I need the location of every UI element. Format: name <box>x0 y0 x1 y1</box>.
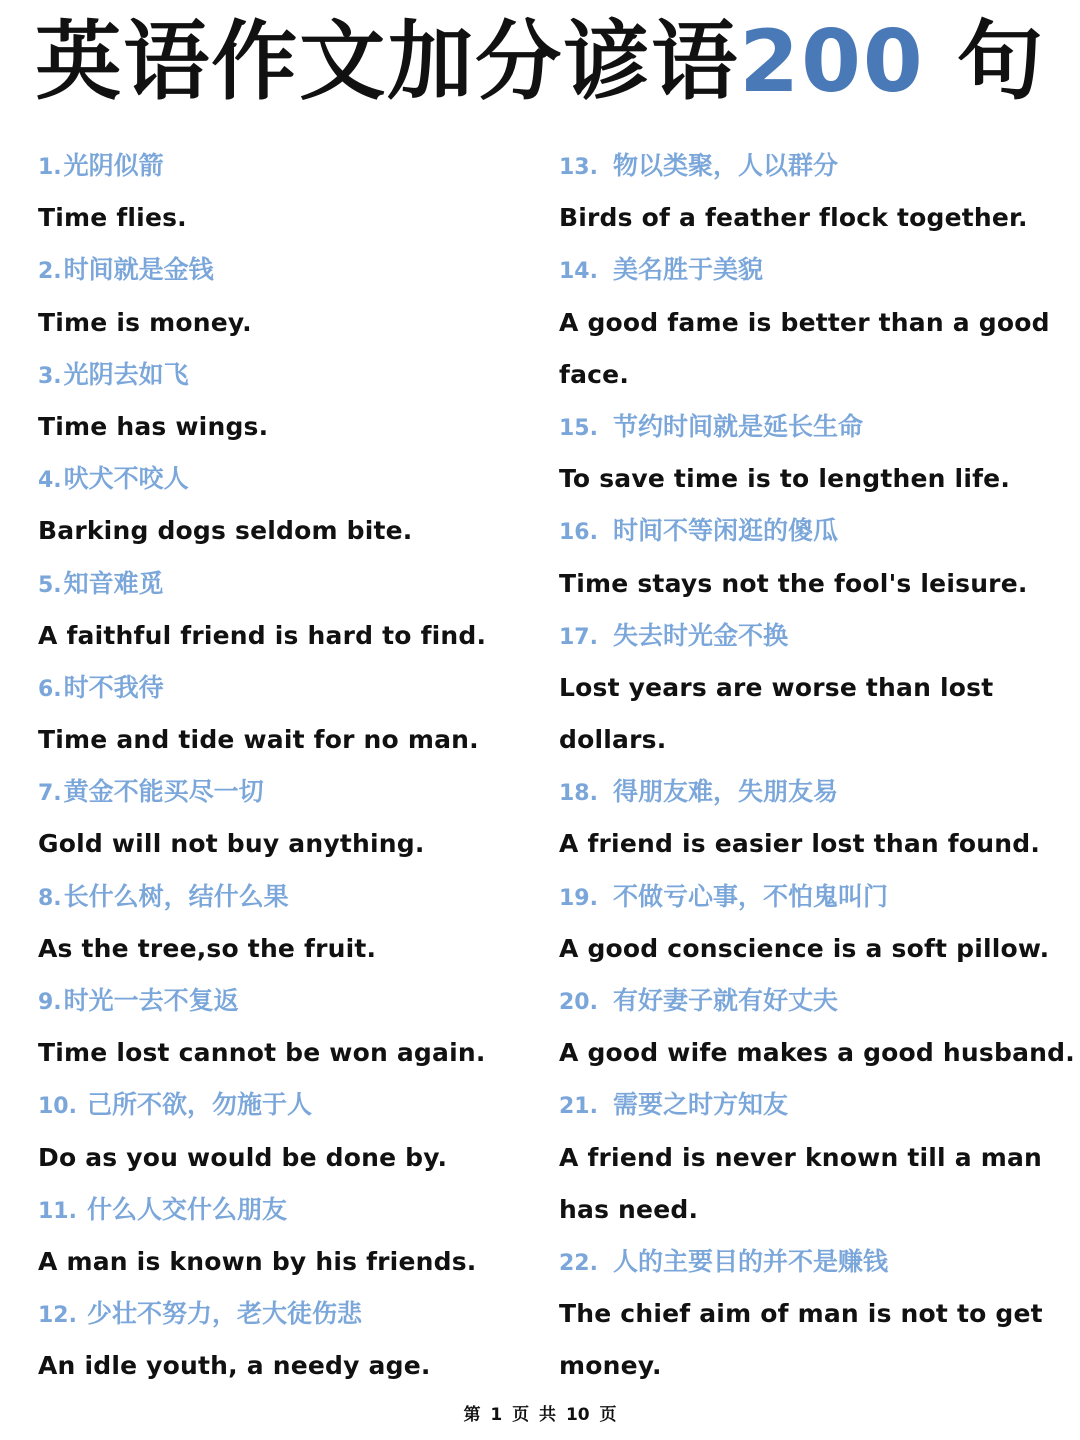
proverb-column-left <box>38 140 538 1393</box>
proverb-chinese-text: 少壮不努力，老大徒伤悲 <box>86 1299 362 1329</box>
proverb-chinese-text: 物以类聚，人以群分 <box>613 151 839 180</box>
proverb-number: 3. <box>38 363 62 389</box>
proverb-number: 16. <box>559 520 598 546</box>
proverb-english: Do as you would be done by. <box>38 1142 448 1172</box>
proverb-chinese <box>559 871 1059 923</box>
proverb-english: A man is known by his friends. <box>38 1246 477 1276</box>
proverb-number: 12. <box>38 1303 77 1329</box>
proverb-english: A friend is never known till a man <box>559 1142 1043 1172</box>
proverb-chinese-text: 时光一去不复返 <box>63 986 239 1015</box>
proverb-chinese <box>38 871 538 923</box>
proverb-number: 5. <box>38 572 62 598</box>
proverb-english: Time stays not the fool's leisure. <box>559 568 1028 598</box>
proverb-chinese <box>38 975 538 1027</box>
proverb-chinese <box>559 610 1059 662</box>
proverb-english: An idle youth, a needy age. <box>38 1351 431 1381</box>
proverb-english: Barking dogs seldom bite. <box>38 516 413 546</box>
proverb-english: To save time is to lengthen life. <box>559 464 1011 494</box>
proverb-chinese <box>38 1288 538 1340</box>
title-number: 200 <box>739 12 925 112</box>
proverb-chinese-text: 需要之时方知友 <box>613 1090 789 1120</box>
proverb-chinese <box>559 505 1059 557</box>
proverb-english: Time and tide wait for no man. <box>38 725 479 755</box>
proverb-english: Birds of a feather flock together. <box>559 203 1028 233</box>
proverb-chinese <box>38 766 538 818</box>
proverb-chinese-text: 失去时光金不换 <box>613 620 789 650</box>
proverb-chinese <box>38 140 538 192</box>
proverb-english: face. <box>559 359 630 389</box>
proverb-english: Lost years are worse than lost <box>559 672 994 702</box>
proverb-chinese-text: 吠犬不咬人 <box>63 464 189 494</box>
proverb-english: money. <box>559 1351 662 1381</box>
proverb-chinese-text: 光阴似箭 <box>63 151 164 180</box>
proverb-chinese-text: 人的主要目的并不是赚钱 <box>613 1246 889 1276</box>
proverb-number: 10. <box>38 1094 77 1120</box>
proverb-chinese-text: 得朋友难，失朋友易 <box>613 777 839 807</box>
proverb-number: 1. <box>38 155 62 180</box>
proverb-chinese-text: 时间不等闲逛的傻瓜 <box>613 516 839 546</box>
proverb-english: As the tree,so the fruit. <box>38 933 377 963</box>
proverb-number: 4. <box>38 468 62 494</box>
page-title <box>0 12 1080 112</box>
proverb-chinese <box>559 1079 1059 1131</box>
proverb-english: A faithful friend is hard to find. <box>38 620 487 650</box>
page-footer: 第 1 页 共 10 页 <box>463 1405 617 1425</box>
proverb-chinese-text: 己所不欲，勿施于人 <box>86 1090 312 1120</box>
proverb-chinese <box>559 140 1059 192</box>
proverb-chinese <box>38 1079 538 1131</box>
proverb-number: 15. <box>559 415 598 441</box>
proverb-number: 14. <box>559 259 598 285</box>
proverb-english: The chief aim of man is not to get <box>559 1299 1043 1329</box>
proverb-number: 8. <box>38 885 62 911</box>
proverb-chinese <box>38 1184 538 1236</box>
proverb-chinese-text: 光阴去如飞 <box>63 359 189 389</box>
proverb-chinese <box>559 1236 1059 1288</box>
proverb-english: A good fame is better than a good <box>559 307 1050 337</box>
proverb-chinese <box>559 244 1059 296</box>
proverb-chinese-text: 不做亏心事，不怕鬼叫门 <box>613 881 889 911</box>
proverb-english: has need. <box>559 1194 699 1224</box>
proverb-english: Gold will not buy anything. <box>38 829 425 859</box>
proverb-chinese-text: 什么人交什么朋友 <box>86 1194 287 1224</box>
proverb-chinese <box>559 766 1059 818</box>
proverb-english: A good conscience is a soft pillow. <box>559 933 1050 963</box>
proverb-number: 18. <box>559 781 598 807</box>
proverb-number: 2. <box>38 259 62 285</box>
proverb-number: 17. <box>559 624 598 650</box>
proverb-number: 13. <box>559 155 598 180</box>
proverb-chinese-text: 时不我待 <box>63 672 164 702</box>
proverb-english: Time has wings. <box>38 411 269 441</box>
proverb-chinese <box>38 558 538 610</box>
proverb-chinese <box>38 349 538 401</box>
proverb-english: A friend is easier lost than found. <box>559 829 1041 859</box>
proverb-chinese-text: 节约时间就是延长生命 <box>613 411 864 441</box>
proverb-english: Time is money. <box>38 307 252 337</box>
proverb-column-right <box>559 140 1075 1393</box>
title-suffix: 句 <box>956 12 1045 112</box>
title-text: 英语作文加分谚语 <box>35 12 740 112</box>
proverb-chinese <box>38 662 538 714</box>
proverb-number: 9. <box>38 990 62 1015</box>
proverb-english: dollars. <box>559 725 667 755</box>
proverb-chinese <box>559 401 1059 453</box>
proverb-chinese <box>38 244 538 296</box>
proverb-english: Time lost cannot be won again. <box>38 1038 486 1068</box>
proverb-chinese-text: 时间就是金钱 <box>63 255 214 285</box>
proverb-number: 22. <box>559 1250 598 1276</box>
proverb-number: 20. <box>559 990 598 1015</box>
proverb-chinese-text: 美名胜于美貌 <box>613 255 764 285</box>
proverb-english: A good wife makes a good husband. <box>559 1038 1075 1068</box>
proverb-chinese <box>559 975 1059 1027</box>
proverb-number: 19. <box>559 885 598 911</box>
proverb-chinese-text: 有好妻子就有好丈夫 <box>613 986 839 1015</box>
proverb-number: 7. <box>38 781 62 807</box>
proverb-number: 11. <box>38 1198 77 1224</box>
proverb-english: Time flies. <box>38 203 187 233</box>
proverb-chinese <box>38 453 538 505</box>
proverb-chinese-text: 黄金不能买尽一切 <box>63 777 264 807</box>
proverb-chinese-text: 知音难觅 <box>63 568 164 598</box>
proverb-chinese-text: 长什么树，结什么果 <box>63 881 289 911</box>
proverb-number: 21. <box>559 1094 598 1120</box>
proverb-number: 6. <box>38 676 62 702</box>
